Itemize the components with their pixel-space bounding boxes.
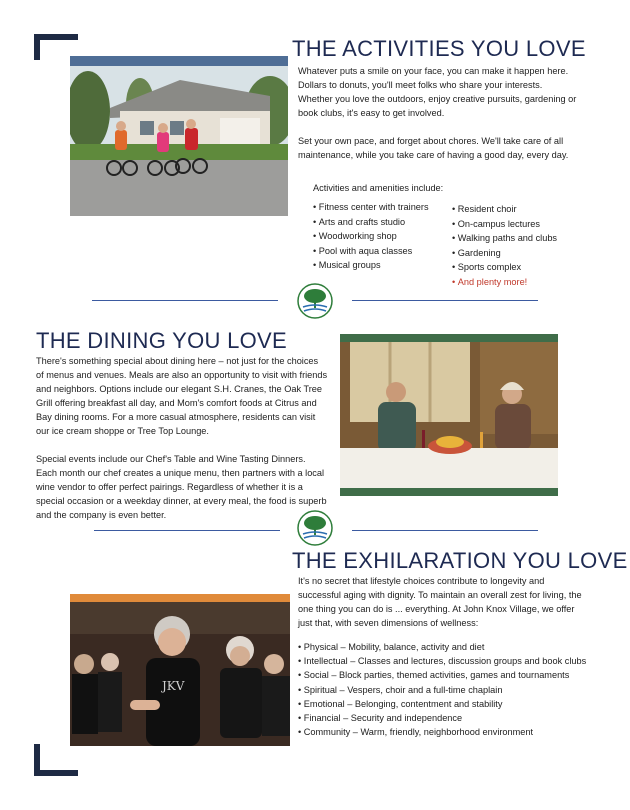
divider-rule-left — [94, 530, 280, 531]
dining-couple-photo — [340, 334, 558, 496]
list-item: • Sports complex — [452, 260, 582, 275]
list-item: • Physical – Mobility, balance, activity and diet — [298, 640, 598, 654]
list-item: • Resident choir — [452, 202, 582, 217]
dining-paragraph-2: Special events include our Chef's Table and Wine Tasting Dinners. Each month our chef creates a unique menu, then partners with a local wine vendor to offer perfect pairings. Regardless of whether it is a special occasion or a weekday dinner, at every meal, the food is superb and the company is even better. — [36, 454, 327, 520]
svg-text:JKV: JKV — [162, 679, 185, 693]
divider-rule-left — [92, 300, 278, 301]
list-item: • Intellectual – Classes and lectures, discussion groups and book clubs — [298, 654, 598, 668]
list-item: • Social – Block parties, themed activities, games and tournaments — [298, 668, 598, 682]
cyclists-photo — [70, 56, 288, 216]
corner-bracket-top — [34, 34, 78, 40]
list-item: • Fitness center with trainers — [313, 200, 453, 215]
section-heading-activities: THE ACTIVITIES YOU LOVE — [292, 36, 586, 61]
list-item: • Community – Warm, friendly, neighborhood environment — [298, 725, 598, 739]
divider-rule-right — [352, 530, 538, 531]
list-item: • Financial – Security and independence — [298, 711, 598, 725]
list-item: • Gardening — [452, 246, 582, 261]
activities-list-intro: Activities and amenities include: — [313, 183, 444, 193]
tree-logo-icon — [297, 510, 333, 546]
list-item: • Emotional – Belonging, contentment and stability — [298, 697, 598, 711]
list-item: • Walking paths and clubs — [452, 231, 582, 246]
section-heading-dining: THE DINING YOU LOVE — [36, 328, 288, 353]
activities-list-right — [452, 202, 582, 290]
photo-accent-bar — [340, 334, 558, 342]
list-item: • Musical groups — [313, 258, 453, 273]
list-item: • Pool with aqua classes — [313, 244, 453, 259]
corner-bracket-top-vertical — [34, 34, 40, 60]
dining-paragraph-1: There's something special about dining here – not just for the choices of menus and venues. Meals are also an opportunity to visit with friends and neighbors. Options include our elegant S.H. Cranes, the Oak Tree Grill offering breakfast all day, and Mom's comfort foods at Citrus and Bay dining rooms. For a more casual atmosphere, residents can visit our ice cream shoppe or Tree Top Lounge. — [36, 356, 328, 436]
dancers-photo — [70, 594, 290, 746]
dining-body — [36, 354, 328, 536]
section-heading-exhilaration: THE EXHILARATION YOU LOVE — [292, 548, 628, 573]
activities-paragraph-1: Whatever puts a smile on your face, you can make it happen here. Dollars to donuts, you'll meet folks who share your interests. Whether you love the outdoors, enjoy creative pursuits, gardening or book clubs, it's easy to get involved. — [298, 66, 577, 118]
photo-accent-bar — [340, 488, 558, 496]
wellness-list — [298, 640, 598, 739]
exhilaration-intro: It's no secret that lifestyle choices contribute to longevity and successful aging with dignity. To maintain an overall zest for living, the one thing you can do is ... everything. At John Knox Village, we offer just that, with seven dimensions of wellness: — [298, 576, 582, 628]
activities-paragraph-2: Set your own pace, and forget about chores. We'll take care of all maintenance, while you take care of having a good day, every day. — [298, 136, 569, 160]
list-item: • Arts and crafts studio — [313, 215, 453, 230]
list-item: • On-campus lectures — [452, 217, 582, 232]
list-item: • Spiritual – Vespers, choir and a full-time chaplain — [298, 683, 598, 697]
photo-accent-bar — [70, 594, 290, 602]
divider-rule-right — [352, 300, 538, 301]
activities-intro — [298, 64, 578, 176]
corner-bracket-bottom-vertical — [34, 744, 40, 776]
corner-bracket-bottom — [34, 770, 78, 776]
photo-accent-bar — [70, 56, 288, 66]
tree-logo-icon — [297, 283, 333, 319]
activities-list-left — [313, 200, 453, 273]
list-item-more: • And plenty more! — [452, 275, 582, 290]
list-item: • Woodworking shop — [313, 229, 453, 244]
